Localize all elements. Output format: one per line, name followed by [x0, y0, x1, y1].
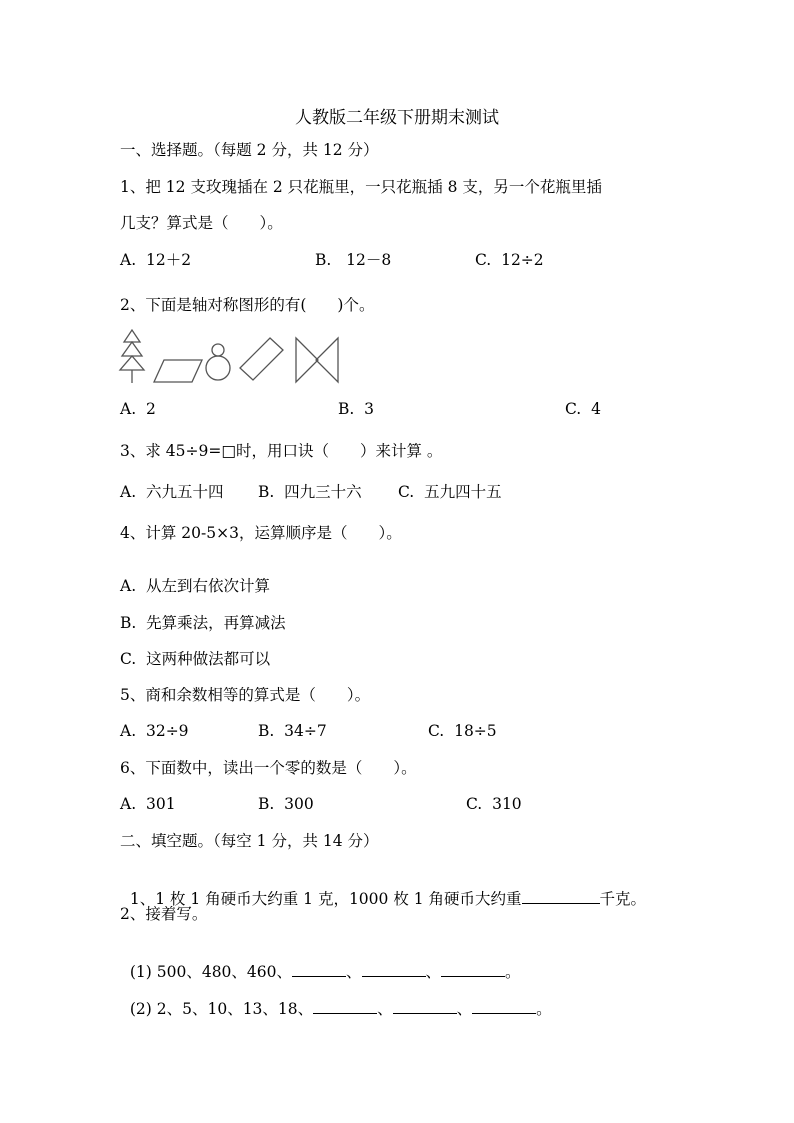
- question-3-option-a: A. 六九五十四: [120, 483, 224, 501]
- section-2-heading: 二、填空题。（每空 1 分，共 14 分）: [120, 832, 379, 850]
- question-3-text: 3、求 45÷9=□时，用口诀（ ）来计算 。: [120, 442, 443, 460]
- sequence-1-given: (1) 500、480、460、: [129, 963, 292, 981]
- parallelogram-figure-icon: [154, 360, 202, 382]
- sequence-2-blank-2[interactable]: [393, 998, 457, 1014]
- fill-1-unit: 千克。: [599, 890, 647, 908]
- question-2-option-a: A. 2: [120, 400, 156, 418]
- question-4-option-a: A. 从左到右依次计算: [120, 577, 270, 595]
- question-6-option-c: C. 310: [466, 795, 522, 813]
- fill-1-text: 1、1 枚 1 角硬币大约重 1 克，1000 枚 1 角硬币大约重: [129, 890, 522, 908]
- question-1-option-b: B. 12－8: [315, 251, 392, 269]
- question-5-text: 5、商和余数相等的算式是（ ）。: [120, 686, 371, 704]
- figure-eight-icon: [206, 344, 230, 380]
- question-1-line-2: 几支？算式是（ ）。: [120, 214, 283, 232]
- sequence-1-blank-1[interactable]: [292, 961, 346, 977]
- bowtie-figure-icon: [296, 338, 338, 382]
- separator: 、: [346, 963, 362, 981]
- question-2-figures: [118, 328, 348, 388]
- fill-2-sequence-1: [120, 941, 521, 982]
- fill-2-text: 2、接着写。: [120, 905, 208, 923]
- separator: 、: [377, 1000, 393, 1018]
- question-1-option-a: A. 12＋2: [120, 251, 192, 269]
- sequence-2-blank-1[interactable]: [313, 998, 377, 1014]
- fill-1-blank[interactable]: [522, 888, 600, 904]
- question-2-text: 2、下面是轴对称图形的有( )个。: [120, 296, 375, 314]
- question-2-option-b: B. 3: [338, 400, 375, 418]
- question-4-option-c: C. 这两种做法都可以: [120, 650, 271, 668]
- separator: 、: [425, 963, 442, 981]
- end-mark: 。: [505, 963, 521, 981]
- question-4-option-b: B. 先算乘法，再算减法: [120, 614, 286, 632]
- fill-2-sequence-2: [120, 978, 552, 1019]
- question-4-text: 4、计算 20-5×3，运算顺序是（ ）。: [120, 524, 402, 542]
- question-3-option-c: C. 五九四十五: [398, 483, 502, 501]
- question-2-option-c: C. 4: [565, 400, 601, 418]
- question-1-option-c: C. 12÷2: [475, 251, 544, 269]
- sequence-2-given: (2) 2、5、10、13、18、: [129, 1000, 314, 1018]
- page-title: 人教版二年级下册期末测试: [295, 108, 499, 128]
- section-1-heading: 一、选择题。（每题 2 分，共 12 分）: [120, 141, 379, 159]
- tree-figure-icon: [120, 330, 144, 383]
- sequence-1-blank-3[interactable]: [441, 961, 505, 977]
- rhombus-figure-icon: [240, 338, 283, 380]
- question-6-text: 6、下面数中，读出一个零的数是（ ）。: [120, 759, 417, 777]
- sequence-1-blank-2[interactable]: [362, 961, 426, 977]
- separator: 、: [456, 1000, 473, 1018]
- question-5-option-b: B. 34÷7: [258, 722, 327, 740]
- question-6-option-b: B. 300: [258, 795, 314, 813]
- question-5-option-a: A. 32÷9: [120, 722, 189, 740]
- question-6-option-a: A. 301: [120, 795, 176, 813]
- end-mark: 。: [536, 1000, 552, 1018]
- question-1-line-1: 1、把 12 支玫瑰插在 2 只花瓶里，一只花瓶插 8 支，另一个花瓶里插: [120, 178, 602, 196]
- sequence-2-blank-3[interactable]: [472, 998, 536, 1014]
- fill-1: [120, 868, 646, 909]
- question-5-option-c: C. 18÷5: [428, 722, 497, 740]
- question-3-option-b: B. 四九三十六: [258, 483, 362, 501]
